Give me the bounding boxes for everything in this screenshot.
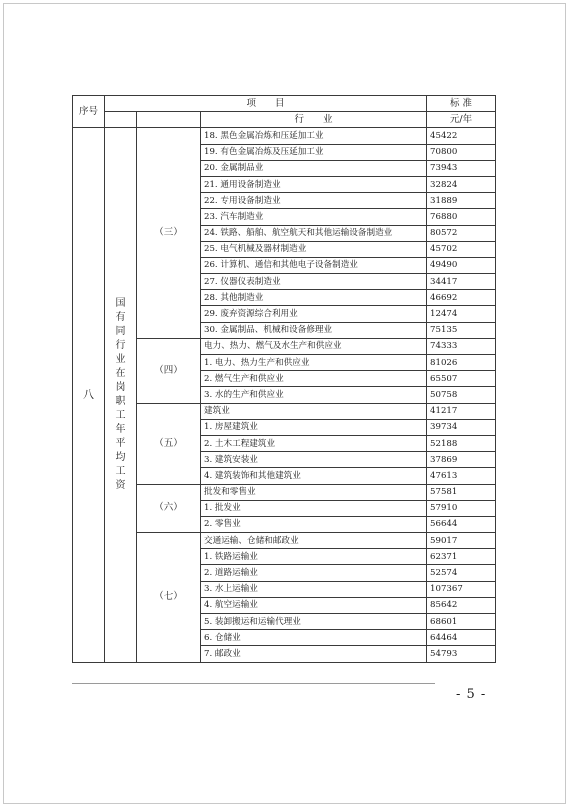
wage-value: 56644 bbox=[427, 516, 496, 532]
industry-name: 建筑业 bbox=[201, 403, 427, 419]
wage-value: 62371 bbox=[427, 549, 496, 565]
wage-value: 52574 bbox=[427, 565, 496, 581]
wage-value: 47613 bbox=[427, 468, 496, 484]
industry-name: 24. 铁路、船舶、航空航天和其他运输设备制造业 bbox=[201, 225, 427, 241]
industry-name: 5. 装卸搬运和运输代理业 bbox=[201, 614, 427, 630]
wage-value: 52188 bbox=[427, 435, 496, 451]
wage-value: 37869 bbox=[427, 452, 496, 468]
table-row bbox=[73, 338, 496, 354]
wage-value: 81026 bbox=[427, 355, 496, 371]
group-label: （三） bbox=[137, 128, 201, 338]
header-blank-2 bbox=[137, 112, 201, 128]
industry-name: 3. 水的生产和供应业 bbox=[201, 387, 427, 403]
industry-name: 23. 汽车制造业 bbox=[201, 209, 427, 225]
wage-value: 76880 bbox=[427, 209, 496, 225]
table-row bbox=[73, 128, 496, 144]
industry-name: 18. 黑色金属冶炼和压延加工业 bbox=[201, 128, 427, 144]
footer-divider bbox=[72, 683, 435, 684]
wage-value: 74333 bbox=[427, 338, 496, 354]
wage-value: 75135 bbox=[427, 322, 496, 338]
wage-value: 39734 bbox=[427, 419, 496, 435]
wage-value: 65507 bbox=[427, 371, 496, 387]
wage-value: 34417 bbox=[427, 274, 496, 290]
header-standard: 标 准 bbox=[427, 96, 496, 112]
table-row bbox=[73, 533, 496, 549]
wage-value: 49490 bbox=[427, 257, 496, 273]
wage-value: 107367 bbox=[427, 581, 496, 597]
industry-name: 26. 计算机、通信和其他电子设备制造业 bbox=[201, 257, 427, 273]
wage-value: 64464 bbox=[427, 630, 496, 646]
wage-value: 54793 bbox=[427, 646, 496, 662]
industry-name: 2. 道路运输业 bbox=[201, 565, 427, 581]
industry-name: 电力、热力、燃气及水生产和供应业 bbox=[201, 338, 427, 354]
table-row bbox=[73, 403, 496, 419]
industry-name: 2. 土木工程建筑业 bbox=[201, 435, 427, 451]
wage-standard-table bbox=[72, 95, 496, 663]
industry-name: 交通运输、仓储和邮政业 bbox=[201, 533, 427, 549]
header-seq: 序号 bbox=[73, 96, 105, 128]
header-row-2 bbox=[73, 112, 496, 128]
industry-name: 1. 批发业 bbox=[201, 500, 427, 516]
header-row-1 bbox=[73, 96, 496, 112]
industry-name: 1. 铁路运输业 bbox=[201, 549, 427, 565]
industry-name: 27. 仪器仪表制造业 bbox=[201, 274, 427, 290]
industry-name: 29. 废弃资源综合利用业 bbox=[201, 306, 427, 322]
industry-name: 2. 零售业 bbox=[201, 516, 427, 532]
group-label: （五） bbox=[137, 403, 201, 484]
wage-value: 45702 bbox=[427, 241, 496, 257]
industry-name: 2. 燃气生产和供应业 bbox=[201, 371, 427, 387]
wage-value: 57910 bbox=[427, 500, 496, 516]
header-item: 项 目 bbox=[105, 96, 427, 112]
header-unit: 元/年 bbox=[427, 112, 496, 128]
wage-value: 57581 bbox=[427, 484, 496, 500]
industry-name: 1. 电力、热力生产和供应业 bbox=[201, 355, 427, 371]
wage-value: 12474 bbox=[427, 306, 496, 322]
wage-value: 59017 bbox=[427, 533, 496, 549]
header-industry: 行 业 bbox=[201, 112, 427, 128]
industry-name: 批发和零售业 bbox=[201, 484, 427, 500]
industry-name: 30. 金属制品、机械和设备修理业 bbox=[201, 322, 427, 338]
industry-name: 25. 电气机械及器材制造业 bbox=[201, 241, 427, 257]
wage-value: 68601 bbox=[427, 614, 496, 630]
page-number: - 5 - bbox=[456, 687, 487, 702]
group-label: （六） bbox=[137, 484, 201, 533]
table-row bbox=[73, 484, 496, 500]
industry-name: 19. 有色金属冶炼及压延加工业 bbox=[201, 144, 427, 160]
industry-name: 20. 金属制品业 bbox=[201, 160, 427, 176]
industry-name: 7. 邮政业 bbox=[201, 646, 427, 662]
industry-name: 4. 航空运输业 bbox=[201, 597, 427, 613]
wage-value: 73943 bbox=[427, 160, 496, 176]
group-label: （七） bbox=[137, 533, 201, 663]
industry-name: 4. 建筑装饰和其他建筑业 bbox=[201, 468, 427, 484]
wage-value: 70800 bbox=[427, 144, 496, 160]
wage-value: 32824 bbox=[427, 176, 496, 192]
section-number: 八 bbox=[73, 128, 105, 662]
industry-name: 22. 专用设备制造业 bbox=[201, 193, 427, 209]
wage-value: 50758 bbox=[427, 387, 496, 403]
wage-value: 31889 bbox=[427, 193, 496, 209]
wage-value: 41217 bbox=[427, 403, 496, 419]
industry-name: 3. 水上运输业 bbox=[201, 581, 427, 597]
industry-name: 1. 房屋建筑业 bbox=[201, 419, 427, 435]
industry-name: 21. 通用设备制造业 bbox=[201, 176, 427, 192]
header-blank-1 bbox=[105, 112, 137, 128]
wage-value: 46692 bbox=[427, 290, 496, 306]
industry-name: 28. 其他制造业 bbox=[201, 290, 427, 306]
wage-value: 45422 bbox=[427, 128, 496, 144]
group-label: （四） bbox=[137, 338, 201, 403]
wage-value: 80572 bbox=[427, 225, 496, 241]
industry-name: 6. 仓储业 bbox=[201, 630, 427, 646]
section-category bbox=[105, 128, 137, 662]
wage-value: 85642 bbox=[427, 597, 496, 613]
section-category-text: 国有同行业在岗职工年平均工资 bbox=[115, 297, 126, 491]
industry-name: 3. 建筑安装业 bbox=[201, 452, 427, 468]
